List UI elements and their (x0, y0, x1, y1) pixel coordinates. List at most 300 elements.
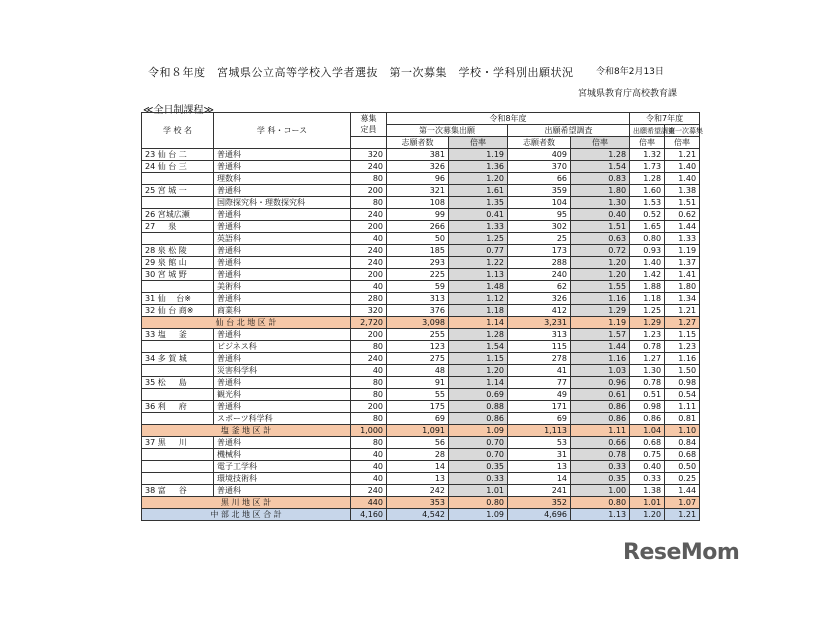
first-ratio-cell: 1.28 (449, 329, 508, 341)
quota-cell: 240 (351, 485, 387, 497)
r7-survey-ratio-cell: 1.01 (630, 497, 665, 509)
first-ratio-cell: 1.13 (449, 269, 508, 281)
r7-first-ratio-cell: 0.54 (665, 389, 700, 401)
quota-cell: 200 (351, 329, 387, 341)
first-applicants-cell: 108 (387, 197, 449, 209)
first-ratio-cell: 1.35 (449, 197, 508, 209)
first-ratio-cell: 0.80 (449, 497, 508, 509)
course-cell: 理数科 (214, 173, 351, 185)
r7-survey-ratio-cell: 1.20 (630, 509, 665, 521)
survey-ratio-cell: 1.20 (571, 257, 630, 269)
school-cell (142, 389, 214, 401)
first-applicants-cell: 225 (387, 269, 449, 281)
school-cell (142, 461, 214, 473)
course-cell: 普通科 (214, 185, 351, 197)
first-ratio-cell: 1.20 (449, 365, 508, 377)
r7-survey-ratio-cell: 0.51 (630, 389, 665, 401)
school-cell: 35 松 島 (142, 377, 214, 389)
survey-applicants-cell: 241 (508, 485, 571, 497)
survey-ratio-cell: 1.00 (571, 485, 630, 497)
r7-first-ratio-cell: 1.10 (665, 425, 700, 437)
survey-ratio-cell: 0.33 (571, 461, 630, 473)
survey-applicants-cell: 278 (508, 353, 571, 365)
course-cell: 普通科 (214, 293, 351, 305)
r7-first-ratio-cell: 0.68 (665, 449, 700, 461)
quota-cell: 80 (351, 173, 387, 185)
quota-cell: 40 (351, 281, 387, 293)
r7-survey-ratio-cell: 0.80 (630, 233, 665, 245)
survey-applicants-cell: 49 (508, 389, 571, 401)
header-school: 学 校 名 (142, 113, 214, 149)
survey-applicants-cell: 171 (508, 401, 571, 413)
survey-ratio-cell: 1.57 (571, 329, 630, 341)
table-row (142, 461, 700, 473)
r7-survey-ratio-cell: 1.38 (630, 485, 665, 497)
quota-cell: 80 (351, 389, 387, 401)
resemom-logo (623, 540, 739, 565)
survey-ratio-cell: 1.54 (571, 161, 630, 173)
course-cell: ビジネス科 (214, 341, 351, 353)
quota-cell: 200 (351, 269, 387, 281)
first-applicants-cell: 255 (387, 329, 449, 341)
survey-applicants-cell: 53 (508, 437, 571, 449)
first-ratio-cell: 1.22 (449, 257, 508, 269)
first-applicants-cell: 13 (387, 473, 449, 485)
survey-applicants-cell: 1,113 (508, 425, 571, 437)
survey-applicants-cell: 95 (508, 209, 571, 221)
header-r7-ratio-2: 倍率 (665, 137, 700, 149)
first-applicants-cell: 59 (387, 281, 449, 293)
course-cell: 環境技術科 (214, 473, 351, 485)
course-cell: 普通科 (214, 269, 351, 281)
school-cell: 33 塩 釜 (142, 329, 214, 341)
first-ratio-cell: 0.88 (449, 401, 508, 413)
course-cell: 商業科 (214, 305, 351, 317)
r7-first-ratio-cell: 0.25 (665, 473, 700, 485)
r7-first-ratio-cell: 1.40 (665, 173, 700, 185)
table-row (142, 269, 700, 281)
first-ratio-cell: 1.48 (449, 281, 508, 293)
r7-survey-ratio-cell: 0.78 (630, 377, 665, 389)
school-cell (142, 341, 214, 353)
quota-cell: 40 (351, 473, 387, 485)
survey-applicants-cell: 3,231 (508, 317, 571, 329)
course-cell: 普通科 (214, 437, 351, 449)
first-applicants-cell: 123 (387, 341, 449, 353)
r7-first-ratio-cell: 1.34 (665, 293, 700, 305)
survey-applicants-cell: 66 (508, 173, 571, 185)
first-ratio-cell: 1.54 (449, 341, 508, 353)
first-applicants-cell: 48 (387, 365, 449, 377)
course-cell: 国際探究科・理数探究科 (214, 197, 351, 209)
survey-ratio-cell: 0.35 (571, 473, 630, 485)
r7-first-ratio-cell: 1.16 (665, 353, 700, 365)
quota-cell: 320 (351, 305, 387, 317)
survey-ratio-cell: 1.03 (571, 365, 630, 377)
header-ratio-1: 倍率 (449, 137, 508, 149)
school-cell: 30 宮 城 野 (142, 269, 214, 281)
first-ratio-cell: 1.36 (449, 161, 508, 173)
first-ratio-cell: 0.35 (449, 461, 508, 473)
quota-cell: 40 (351, 449, 387, 461)
survey-applicants-cell: 313 (508, 329, 571, 341)
r7-survey-ratio-cell: 1.65 (630, 221, 665, 233)
school-cell: 34 多 賀 城 (142, 353, 214, 365)
r7-first-ratio-cell: 1.40 (665, 161, 700, 173)
logo-text: ReseMom (623, 540, 740, 565)
survey-applicants-cell: 412 (508, 305, 571, 317)
survey-ratio-cell: 0.63 (571, 233, 630, 245)
survey-ratio-cell: 0.40 (571, 209, 630, 221)
survey-applicants-cell: 13 (508, 461, 571, 473)
table-row (142, 257, 700, 269)
r7-survey-ratio-cell: 0.78 (630, 341, 665, 353)
first-ratio-cell: 1.15 (449, 353, 508, 365)
first-ratio-cell: 0.77 (449, 245, 508, 257)
header-r7-first: 第一次募集 (665, 125, 700, 137)
first-ratio-cell: 1.18 (449, 305, 508, 317)
table-row (142, 281, 700, 293)
quota-cell: 240 (351, 257, 387, 269)
r7-first-ratio-cell: 1.38 (665, 185, 700, 197)
header-course: 学 科・コース (214, 113, 351, 149)
survey-applicants-cell: 104 (508, 197, 571, 209)
table-row (142, 149, 700, 161)
survey-ratio-cell: 1.28 (571, 149, 630, 161)
quota-cell: 80 (351, 197, 387, 209)
survey-applicants-cell: 173 (508, 245, 571, 257)
quota-cell: 200 (351, 221, 387, 233)
school-cell: 29 泉 館 山 (142, 257, 214, 269)
table-row (142, 209, 700, 221)
table-row (142, 305, 700, 317)
r7-first-ratio-cell: 0.84 (665, 437, 700, 449)
quota-cell: 40 (351, 461, 387, 473)
r7-first-ratio-cell: 1.23 (665, 341, 700, 353)
school-cell: 27 泉 (142, 221, 214, 233)
survey-ratio-cell: 0.86 (571, 401, 630, 413)
header-first: 第一次募集出願 (387, 125, 508, 137)
table-row (142, 173, 700, 185)
school-cell (142, 365, 214, 377)
header-r8: 令和8年度 (387, 113, 630, 125)
r7-survey-ratio-cell: 1.42 (630, 269, 665, 281)
first-applicants-cell: 50 (387, 233, 449, 245)
survey-applicants-cell: 25 (508, 233, 571, 245)
header-r7-survey: 出願希望調査 (630, 125, 665, 137)
survey-applicants-cell: 77 (508, 377, 571, 389)
r7-survey-ratio-cell: 1.27 (630, 353, 665, 365)
r7-survey-ratio-cell: 0.93 (630, 245, 665, 257)
first-applicants-cell: 376 (387, 305, 449, 317)
quota-cell: 440 (351, 497, 387, 509)
school-cell: 28 泉 松 陵 (142, 245, 214, 257)
table-row (142, 185, 700, 197)
r7-first-ratio-cell: 0.81 (665, 413, 700, 425)
survey-ratio-cell: 1.13 (571, 509, 630, 521)
table-row (142, 473, 700, 485)
r7-first-ratio-cell: 1.80 (665, 281, 700, 293)
survey-ratio-cell: 0.72 (571, 245, 630, 257)
course-cell: 美術科 (214, 281, 351, 293)
survey-applicants-cell: 240 (508, 269, 571, 281)
survey-ratio-cell: 0.78 (571, 449, 630, 461)
table-row (142, 329, 700, 341)
survey-applicants-cell: 31 (508, 449, 571, 461)
quota-cell: 200 (351, 401, 387, 413)
r7-survey-ratio-cell: 0.68 (630, 437, 665, 449)
school-cell: 25 宮 城 一 (142, 185, 214, 197)
survey-applicants-cell: 359 (508, 185, 571, 197)
r7-first-ratio-cell: 1.50 (665, 365, 700, 377)
subtotal-label: 仙 台 北 地 区 計 (142, 317, 351, 329)
r7-first-ratio-cell: 1.19 (665, 245, 700, 257)
r7-first-ratio-cell: 1.21 (665, 509, 700, 521)
survey-applicants-cell: 4,696 (508, 509, 571, 521)
header-ratio-2: 倍率 (571, 137, 630, 149)
first-applicants-cell: 185 (387, 245, 449, 257)
first-applicants-cell: 1,091 (387, 425, 449, 437)
first-ratio-cell: 0.70 (449, 449, 508, 461)
school-cell: 36 利 府 (142, 401, 214, 413)
first-ratio-cell: 1.20 (449, 173, 508, 185)
first-applicants-cell: 326 (387, 161, 449, 173)
survey-applicants-cell: 352 (508, 497, 571, 509)
first-ratio-cell: 0.70 (449, 437, 508, 449)
r7-survey-ratio-cell: 1.40 (630, 257, 665, 269)
table-row (142, 449, 700, 461)
survey-ratio-cell: 1.30 (571, 197, 630, 209)
course-cell: 観光科 (214, 389, 351, 401)
school-cell (142, 173, 214, 185)
r7-survey-ratio-cell: 1.28 (630, 173, 665, 185)
survey-ratio-cell: 1.20 (571, 269, 630, 281)
header-r7: 令和7年度 (630, 113, 700, 125)
school-cell: 23 仙 台 二 (142, 149, 214, 161)
first-ratio-cell: 0.86 (449, 413, 508, 425)
survey-applicants-cell: 62 (508, 281, 571, 293)
survey-ratio-cell: 1.55 (571, 281, 630, 293)
survey-applicants-cell: 41 (508, 365, 571, 377)
first-applicants-cell: 242 (387, 485, 449, 497)
table-row (142, 293, 700, 305)
school-cell (142, 473, 214, 485)
course-cell: 普通科 (214, 221, 351, 233)
course-cell: 普通科 (214, 257, 351, 269)
header-blank (351, 137, 387, 149)
first-applicants-cell: 91 (387, 377, 449, 389)
first-applicants-cell: 275 (387, 353, 449, 365)
document-date: 令和8年2月13日 (596, 67, 664, 77)
table-row (142, 377, 700, 389)
first-applicants-cell: 321 (387, 185, 449, 197)
survey-ratio-cell: 1.44 (571, 341, 630, 353)
quota-cell: 320 (351, 149, 387, 161)
survey-ratio-cell: 1.80 (571, 185, 630, 197)
r7-first-ratio-cell: 1.33 (665, 233, 700, 245)
first-applicants-cell: 56 (387, 437, 449, 449)
first-applicants-cell: 175 (387, 401, 449, 413)
quota-cell: 4,160 (351, 509, 387, 521)
header-r7-ratio-1: 倍率 (630, 137, 665, 149)
r7-first-ratio-cell: 1.07 (665, 497, 700, 509)
quota-cell: 40 (351, 233, 387, 245)
header-quota-bottom: 定員 (351, 125, 387, 137)
survey-ratio-cell: 0.66 (571, 437, 630, 449)
header-survey: 出願希望調査 (508, 125, 630, 137)
r7-survey-ratio-cell: 0.98 (630, 401, 665, 413)
r7-survey-ratio-cell: 1.23 (630, 329, 665, 341)
subtotal-label: 黒 川 地 区 計 (142, 497, 351, 509)
school-cell (142, 449, 214, 461)
r7-survey-ratio-cell: 1.73 (630, 161, 665, 173)
r7-survey-ratio-cell: 1.53 (630, 197, 665, 209)
table-row (142, 485, 700, 497)
department-name: 宮城県教育庁高校教育課 (578, 89, 678, 99)
survey-ratio-cell: 1.11 (571, 425, 630, 437)
first-ratio-cell: 1.09 (449, 509, 508, 521)
survey-applicants-cell: 326 (508, 293, 571, 305)
r7-first-ratio-cell: 1.41 (665, 269, 700, 281)
survey-applicants-cell: 115 (508, 341, 571, 353)
first-applicants-cell: 4,542 (387, 509, 449, 521)
r7-first-ratio-cell: 1.11 (665, 401, 700, 413)
quota-cell: 240 (351, 209, 387, 221)
r7-survey-ratio-cell: 1.88 (630, 281, 665, 293)
first-ratio-cell: 0.69 (449, 389, 508, 401)
quota-cell: 80 (351, 377, 387, 389)
course-cell: 普通科 (214, 149, 351, 161)
first-ratio-cell: 1.61 (449, 185, 508, 197)
quota-cell: 240 (351, 245, 387, 257)
table-row (142, 341, 700, 353)
header-quota-top: 募集 (351, 113, 387, 125)
survey-ratio-cell: 1.19 (571, 317, 630, 329)
first-ratio-cell: 0.41 (449, 209, 508, 221)
r7-first-ratio-cell: 1.21 (665, 305, 700, 317)
r7-survey-ratio-cell: 1.29 (630, 317, 665, 329)
quota-cell: 1,000 (351, 425, 387, 437)
course-cell: 普通科 (214, 161, 351, 173)
first-ratio-cell: 1.01 (449, 485, 508, 497)
course-cell: 普通科 (214, 245, 351, 257)
quota-cell: 240 (351, 353, 387, 365)
table-row (142, 221, 700, 233)
r7-survey-ratio-cell: 1.18 (630, 293, 665, 305)
survey-ratio-cell: 0.83 (571, 173, 630, 185)
survey-applicants-cell: 69 (508, 413, 571, 425)
table-row (142, 197, 700, 209)
course-cell: 英語科 (214, 233, 351, 245)
survey-ratio-cell: 0.96 (571, 377, 630, 389)
first-ratio-cell: 1.25 (449, 233, 508, 245)
school-cell (142, 233, 214, 245)
table-row (142, 413, 700, 425)
table-row (142, 353, 700, 365)
survey-ratio-cell: 0.61 (571, 389, 630, 401)
r7-survey-ratio-cell: 1.32 (630, 149, 665, 161)
course-cell: 普通科 (214, 401, 351, 413)
r7-survey-ratio-cell: 0.86 (630, 413, 665, 425)
r7-first-ratio-cell: 1.37 (665, 257, 700, 269)
document-title: 令和８年度 宮城県公立高等学校入学者選抜 第一次募集 学校・学科別出願状況 (148, 66, 574, 79)
first-ratio-cell: 1.19 (449, 149, 508, 161)
r7-first-ratio-cell: 0.50 (665, 461, 700, 473)
first-applicants-cell: 266 (387, 221, 449, 233)
table-row (142, 161, 700, 173)
r7-survey-ratio-cell: 0.40 (630, 461, 665, 473)
subtotal-row (142, 425, 700, 437)
r7-first-ratio-cell: 1.15 (665, 329, 700, 341)
first-applicants-cell: 3,098 (387, 317, 449, 329)
subtotal-row (142, 317, 700, 329)
r7-survey-ratio-cell: 1.30 (630, 365, 665, 377)
first-applicants-cell: 96 (387, 173, 449, 185)
section-label: ≪全日制課程≫ (143, 105, 214, 116)
school-cell: 24 仙 台 三 (142, 161, 214, 173)
quota-cell: 40 (351, 365, 387, 377)
first-ratio-cell: 0.33 (449, 473, 508, 485)
r7-first-ratio-cell: 0.62 (665, 209, 700, 221)
r7-survey-ratio-cell: 1.04 (630, 425, 665, 437)
survey-ratio-cell: 0.86 (571, 413, 630, 425)
first-applicants-cell: 353 (387, 497, 449, 509)
first-applicants-cell: 313 (387, 293, 449, 305)
first-ratio-cell: 1.14 (449, 317, 508, 329)
school-cell: 38 富 谷 (142, 485, 214, 497)
application-status-table (141, 112, 704, 521)
survey-ratio-cell: 1.29 (571, 305, 630, 317)
school-cell: 31 仙 台※ (142, 293, 214, 305)
header-row-1 (142, 113, 700, 125)
quota-cell: 2,720 (351, 317, 387, 329)
quota-cell: 80 (351, 341, 387, 353)
first-ratio-cell: 1.14 (449, 377, 508, 389)
r7-first-ratio-cell: 1.27 (665, 317, 700, 329)
quota-cell: 200 (351, 185, 387, 197)
survey-applicants-cell: 302 (508, 221, 571, 233)
school-cell (142, 281, 214, 293)
r7-first-ratio-cell: 1.51 (665, 197, 700, 209)
first-applicants-cell: 381 (387, 149, 449, 161)
course-cell: 電子工学科 (214, 461, 351, 473)
first-ratio-cell: 1.12 (449, 293, 508, 305)
r7-first-ratio-cell: 1.21 (665, 149, 700, 161)
subtotal-row (142, 497, 700, 509)
survey-applicants-cell: 409 (508, 149, 571, 161)
course-cell: 普通科 (214, 329, 351, 341)
school-cell: 32 仙 台 商※ (142, 305, 214, 317)
course-cell: 機械科 (214, 449, 351, 461)
survey-ratio-cell: 1.51 (571, 221, 630, 233)
table-row (142, 245, 700, 257)
survey-ratio-cell: 1.16 (571, 293, 630, 305)
subtotal-row (142, 509, 700, 521)
table-row (142, 437, 700, 449)
quota-cell: 80 (351, 413, 387, 425)
course-cell: 災害科学科 (214, 365, 351, 377)
survey-applicants-cell: 370 (508, 161, 571, 173)
table-row (142, 401, 700, 413)
r7-first-ratio-cell: 0.98 (665, 377, 700, 389)
survey-applicants-cell: 14 (508, 473, 571, 485)
r7-survey-ratio-cell: 0.75 (630, 449, 665, 461)
table-row (142, 365, 700, 377)
course-cell: スポーツ科学科 (214, 413, 351, 425)
first-applicants-cell: 293 (387, 257, 449, 269)
first-applicants-cell: 99 (387, 209, 449, 221)
survey-ratio-cell: 0.80 (571, 497, 630, 509)
